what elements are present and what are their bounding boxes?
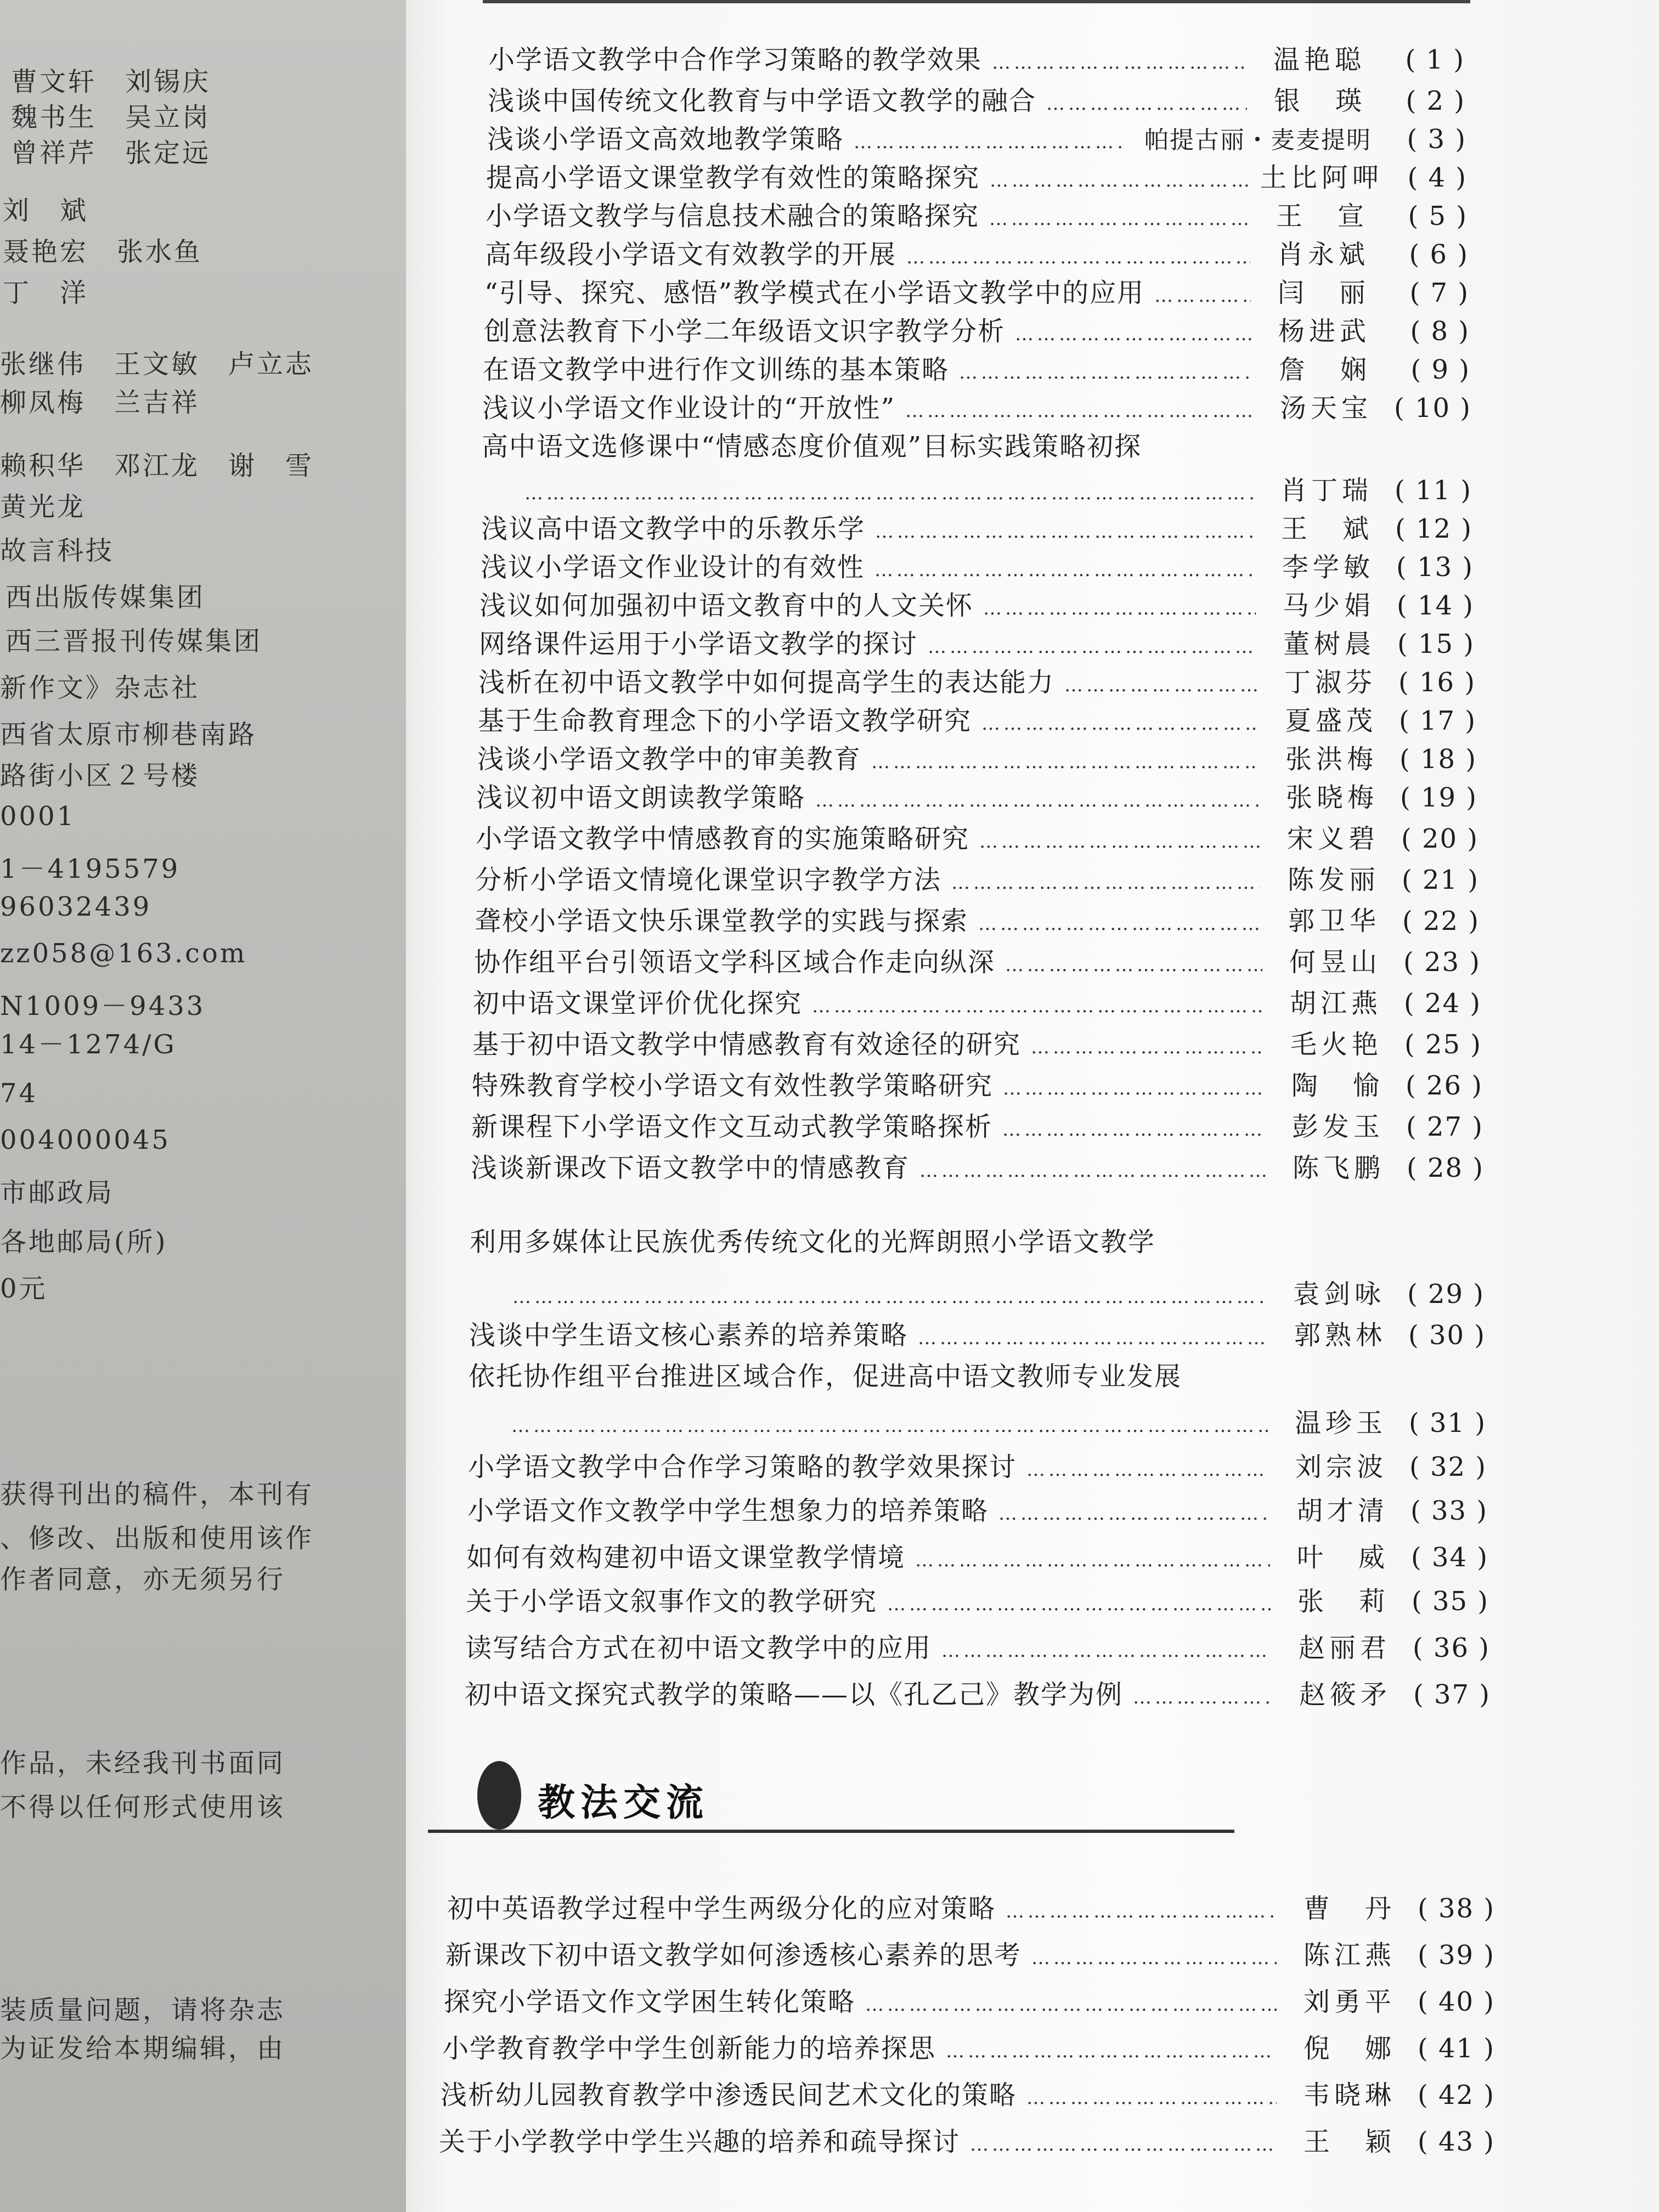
leader-dots bbox=[1031, 1036, 1263, 1058]
leader-dots bbox=[512, 1286, 1266, 1308]
leader-dots bbox=[865, 1994, 1277, 2016]
contents-entry bbox=[465, 1673, 1491, 1711]
contents-entry bbox=[471, 1105, 1483, 1143]
contents-entry bbox=[484, 272, 1469, 309]
masthead-line: 曹文轩 刘锡庆 bbox=[11, 66, 211, 97]
masthead-line: 刘 斌 bbox=[3, 195, 89, 226]
entry-title: 浅谈小学语文高效地教学策略 bbox=[487, 124, 844, 155]
contents-entry bbox=[442, 2027, 1495, 2065]
entry-author: 杨进武 bbox=[1278, 316, 1370, 347]
contents-entry bbox=[478, 699, 1476, 737]
entry-title: 初中英语教学过程中学生两级分化的应对策略 bbox=[447, 1893, 996, 1924]
entry-author: 刘勇平 bbox=[1303, 1987, 1396, 2017]
entry-page: ( 9 ) bbox=[1388, 354, 1470, 385]
contents-entry bbox=[447, 1887, 1495, 1925]
entry-title: 网络课件运用于小学语文教学的探讨 bbox=[479, 629, 918, 659]
entry-title: “引导、探究、感悟”教学模式在小学语文教学中的应用 bbox=[484, 278, 1145, 308]
contents-entry bbox=[481, 507, 1472, 545]
leader-dots bbox=[1026, 1459, 1268, 1481]
entry-title: 浅谈新课改下语文教学中的情感教育 bbox=[471, 1153, 910, 1183]
masthead-line: 004000045 bbox=[0, 1125, 171, 1155]
leader-dots bbox=[970, 2134, 1277, 2155]
contents-entry bbox=[479, 623, 1475, 661]
masthead-line: 柳凤梅 兰吉祥 bbox=[0, 387, 200, 418]
section-rule bbox=[428, 1830, 1234, 1833]
contents-entry bbox=[487, 118, 1466, 156]
contents-entry bbox=[467, 1489, 1488, 1527]
masthead-line: 黄光龙 bbox=[0, 492, 86, 522]
entry-title: 小学语文教学中合作学习策略的教学效果探讨 bbox=[468, 1452, 1017, 1482]
entry-title: 新课程下小学语文作文互动式教学策略探析 bbox=[471, 1111, 993, 1142]
contents-entry bbox=[466, 1580, 1489, 1618]
contents-entry bbox=[484, 310, 1470, 348]
masthead-line: 丁 洋 bbox=[3, 278, 89, 308]
entry-title: 关于小学教学中学生兴趣的培养和疏导探讨 bbox=[439, 2126, 961, 2157]
contents-entry bbox=[481, 546, 1474, 584]
entry-author: 王 斌 bbox=[1280, 514, 1373, 544]
entry-author: 韦晓琳 bbox=[1303, 2080, 1396, 2111]
leader-dots bbox=[992, 52, 1246, 74]
entry-page: ( 30 ) bbox=[1403, 1320, 1486, 1351]
leader-dots bbox=[990, 170, 1249, 191]
entry-title: 基于生命教育理念下的小学语文教学研究 bbox=[478, 706, 972, 736]
entry-page: ( 35 ) bbox=[1407, 1586, 1489, 1617]
entry-author: 闫 丽 bbox=[1277, 278, 1370, 308]
masthead-line: 路街小区２号楼 bbox=[0, 760, 200, 791]
entry-title: 关于小学语文叙事作文的教学研究 bbox=[466, 1586, 878, 1617]
contents-entry bbox=[486, 156, 1467, 194]
entry-title: 浅谈中学生语文核心素养的培养策略 bbox=[469, 1320, 909, 1351]
entry-page: ( 31 ) bbox=[1404, 1408, 1486, 1438]
entry-author: 郭卫华 bbox=[1288, 906, 1380, 936]
contents-entry bbox=[468, 1446, 1487, 1483]
entry-title: 高中语文选修课中“情感态度价值观”目标实践策略初探 bbox=[482, 431, 1142, 462]
entry-page: ( 22 ) bbox=[1397, 906, 1480, 936]
entry-author: 叶 威 bbox=[1296, 1542, 1389, 1573]
leader-dots bbox=[854, 131, 1122, 153]
entry-page: ( 1 ) bbox=[1383, 44, 1465, 75]
entry-title: 小学语文作文教学中学生想象力的培养策略 bbox=[467, 1496, 989, 1526]
leader-dots bbox=[524, 482, 1254, 504]
entry-title: 提高小学语文课堂教学有效性的策略探究 bbox=[486, 162, 980, 193]
masthead-line: 、修改、出版和使用该作 bbox=[0, 1523, 314, 1554]
entry-author: 温艳聪 bbox=[1273, 44, 1365, 75]
masthead-line: 新作文》杂志社 bbox=[0, 673, 200, 703]
leader-dots bbox=[983, 597, 1256, 619]
leader-dots bbox=[951, 872, 1261, 894]
entry-page: ( 27 ) bbox=[1401, 1111, 1483, 1142]
masthead-line: 0元 bbox=[0, 1273, 48, 1304]
leader-dots bbox=[815, 789, 1259, 811]
entry-page: ( 37 ) bbox=[1408, 1679, 1491, 1710]
masthead-page bbox=[0, 0, 406, 2212]
masthead-line: 西三晋报刊传媒集团 bbox=[5, 626, 263, 657]
entry-title: 小学语文教学中情感教育的实施策略研究 bbox=[476, 823, 970, 854]
entry-author: 毛火艳 bbox=[1290, 1029, 1383, 1060]
entry-title: 分析小学语文情境化课堂识字教学方法 bbox=[475, 865, 942, 895]
contents-entry bbox=[466, 1536, 1488, 1574]
leader-dots bbox=[887, 1593, 1271, 1615]
masthead-line: 故言科技 bbox=[0, 535, 115, 566]
contents-entry bbox=[472, 1064, 1483, 1102]
masthead-line: 曾祥芹 张定远 bbox=[11, 138, 211, 168]
entry-author: 王 宣 bbox=[1276, 201, 1368, 232]
leader-dots bbox=[874, 559, 1255, 581]
entry-page: ( 28 ) bbox=[1402, 1153, 1484, 1183]
entry-title: 浅议小学语文作业设计的“开放性” bbox=[482, 393, 896, 424]
entry-page: ( 3 ) bbox=[1384, 124, 1466, 155]
entry-author: 何昱山 bbox=[1289, 947, 1381, 978]
entry-page: ( 20 ) bbox=[1396, 823, 1479, 854]
contents-entry bbox=[471, 1147, 1484, 1184]
contents-entry bbox=[465, 1627, 1490, 1664]
contents-entry bbox=[483, 348, 1470, 386]
entry-page: ( 34 ) bbox=[1406, 1542, 1488, 1573]
entry-page: ( 39 ) bbox=[1413, 1940, 1495, 1971]
entry-page: ( 25 ) bbox=[1400, 1029, 1482, 1060]
masthead-line: 不得以任何形式使用该 bbox=[0, 1792, 286, 1822]
entry-page: ( 24 ) bbox=[1399, 988, 1481, 1019]
leader-dots bbox=[1046, 93, 1247, 115]
entry-page: ( 19 ) bbox=[1395, 782, 1477, 813]
entry-title: 基于初中语文教学中情感教育有效途径的研究 bbox=[472, 1029, 1022, 1060]
leader-dots bbox=[928, 636, 1256, 658]
entry-author: 王 颖 bbox=[1303, 2126, 1396, 2157]
leader-dots bbox=[1006, 1900, 1277, 1922]
contents-entry bbox=[478, 661, 1476, 699]
contents-entry bbox=[441, 2074, 1495, 2112]
leader-dots bbox=[906, 246, 1250, 268]
entry-page: ( 43 ) bbox=[1413, 2126, 1495, 2157]
entry-page: ( 18 ) bbox=[1395, 744, 1477, 775]
masthead-line: 作品，未经我刊书面同 bbox=[0, 1748, 286, 1779]
entry-title: 浅析在初中语文教学中如何提高学生的表达能力 bbox=[478, 667, 1055, 698]
masthead-line: 张继伟 王文敏 卢立志 bbox=[0, 349, 314, 380]
contents-entry bbox=[472, 1023, 1482, 1061]
contents-entry bbox=[501, 1402, 1486, 1440]
entry-title: 小学语文教学中合作学习策略的教学效果 bbox=[488, 44, 983, 75]
entry-title: 新课改下初中语文教学如何渗透核心素养的思考 bbox=[445, 1940, 1022, 1971]
entry-title: 浅议高中语文教学中的乐教乐学 bbox=[481, 514, 866, 544]
masthead-line: 74 bbox=[0, 1078, 38, 1109]
entry-page: ( 2 ) bbox=[1383, 86, 1465, 116]
contents-entry bbox=[476, 817, 1479, 855]
entry-page: ( 13 ) bbox=[1391, 552, 1474, 583]
entry-title: 探究小学语文作文学困生转化策略 bbox=[444, 1987, 856, 2017]
contents-entry bbox=[477, 738, 1477, 776]
contents-entry bbox=[445, 1934, 1495, 1972]
entry-author: 张晓梅 bbox=[1285, 782, 1378, 813]
masthead-line: N1009－9433 bbox=[0, 991, 206, 1022]
entry-author: 胡江燕 bbox=[1289, 988, 1382, 1019]
entry-title: 浅议小学语文作业设计的有效性 bbox=[481, 552, 865, 583]
entry-author: 赵丽君 bbox=[1298, 1633, 1391, 1663]
entry-author: 陈飞鹏 bbox=[1292, 1153, 1385, 1183]
entry-page: ( 21 ) bbox=[1397, 865, 1479, 895]
entry-author: 陈发丽 bbox=[1287, 865, 1380, 895]
entry-title: 在语文教学中进行作文训练的基本策略 bbox=[483, 354, 950, 385]
masthead-line: 装质量问题，请将杂志 bbox=[0, 1995, 286, 2025]
contents-entry bbox=[503, 1273, 1485, 1311]
entry-title: 如何有效构建初中语文课堂教学情境 bbox=[466, 1542, 906, 1573]
contents-entry bbox=[469, 1314, 1486, 1352]
masthead-line: 西出版传媒集团 bbox=[5, 582, 206, 613]
leader-dots bbox=[1005, 954, 1262, 976]
entry-author: 马少娟 bbox=[1282, 590, 1375, 621]
masthead-line: 1－4195579 bbox=[0, 854, 180, 884]
entry-page: ( 40 ) bbox=[1413, 1987, 1495, 2017]
entry-author: 詹 娴 bbox=[1278, 354, 1371, 385]
entry-page: ( 41 ) bbox=[1413, 2033, 1495, 2064]
contents-entry bbox=[439, 2120, 1495, 2158]
entry-title: 浅谈小学语文教学中的审美教育 bbox=[477, 744, 862, 775]
masthead-line: zz058@163.com bbox=[0, 938, 247, 969]
entry-author: 温珍玉 bbox=[1294, 1408, 1387, 1438]
entry-page: ( 10 ) bbox=[1389, 393, 1471, 424]
leader-dots bbox=[1031, 1947, 1277, 1969]
masthead-line: 魏书生 吴立岗 bbox=[11, 102, 211, 133]
contents-entry bbox=[485, 233, 1469, 271]
entry-author: 宋义碧 bbox=[1286, 823, 1379, 854]
entry-page: ( 32 ) bbox=[1404, 1452, 1487, 1482]
entry-author: 郭熟林 bbox=[1294, 1320, 1386, 1351]
entry-page: ( 17 ) bbox=[1394, 706, 1476, 736]
entry-title: 浅议初中语文朗读教学策略 bbox=[476, 782, 806, 813]
leader-dots bbox=[1003, 1077, 1265, 1099]
entry-author: 夏盛茂 bbox=[1284, 706, 1377, 736]
entry-author: 赵筱矛 bbox=[1299, 1679, 1391, 1710]
contents-entry bbox=[475, 900, 1480, 938]
entry-title: 创意法教育下小学二年级语文识字教学分析 bbox=[484, 316, 1006, 347]
entry-page: ( 5 ) bbox=[1385, 201, 1468, 232]
section-title: 教法交流 bbox=[538, 1781, 709, 1825]
contents-entry bbox=[475, 859, 1479, 896]
leader-dots bbox=[946, 2040, 1277, 2062]
entry-author: 董树晨 bbox=[1283, 629, 1375, 659]
leader-dots bbox=[989, 208, 1249, 230]
entry-author: 肖永斌 bbox=[1277, 239, 1369, 270]
entry-page: ( 11 ) bbox=[1390, 475, 1472, 506]
entry-title: 利用多媒体让民族优秀传统文化的光辉朗照小学语文教学 bbox=[470, 1227, 1156, 1257]
entry-page: ( 33 ) bbox=[1406, 1496, 1488, 1526]
entry-author: 李学敏 bbox=[1282, 552, 1374, 583]
entry-title: 协作组平台引领语文学科区域合作走向纵深 bbox=[474, 947, 996, 978]
entry-author: 袁剑咏 bbox=[1293, 1279, 1385, 1310]
entry-title: 初中语文课堂评价优化探究 bbox=[473, 988, 803, 1019]
entry-author: 张洪梅 bbox=[1285, 744, 1378, 775]
entry-title: 小学教育教学中学生创新能力的培养探思 bbox=[442, 2033, 936, 2064]
masthead-line: 作者同意，亦无须另行 bbox=[0, 1564, 286, 1595]
leader-dots bbox=[919, 1160, 1266, 1182]
contents-entry bbox=[488, 80, 1465, 117]
entry-title: 浅析幼儿园教育教学中渗透民间艺术文化的策略 bbox=[441, 2080, 1017, 2111]
leader-dots bbox=[981, 713, 1258, 735]
contents-entry bbox=[479, 584, 1474, 622]
entry-author: 汤天宝 bbox=[1279, 393, 1372, 424]
contents-entry bbox=[473, 982, 1481, 1020]
entry-page: ( 29 ) bbox=[1402, 1279, 1485, 1310]
masthead-line: 市邮政局 bbox=[0, 1177, 115, 1208]
contents-entry bbox=[444, 1980, 1495, 2018]
masthead-line: 14－1274/G bbox=[0, 1029, 177, 1060]
entry-title: 小学语文教学与信息技术融合的策略探究 bbox=[486, 201, 980, 232]
entry-page: ( 6 ) bbox=[1386, 239, 1469, 270]
entry-author: 刘宗波 bbox=[1295, 1452, 1387, 1482]
entry-title: 浅议如何加强初中语文教育中的人文关怀 bbox=[479, 590, 974, 621]
leader-dots bbox=[875, 521, 1254, 543]
entry-page: ( 12 ) bbox=[1390, 514, 1472, 544]
entry-author: 张 莉 bbox=[1297, 1586, 1390, 1617]
entry-title: 读写结合方式在初中语文教学中的应用 bbox=[465, 1633, 932, 1663]
entry-title: 浅谈中国传统文化教育与中学语文教学的融合 bbox=[488, 86, 1037, 116]
entry-page: ( 26 ) bbox=[1401, 1070, 1483, 1101]
entry-page: ( 36 ) bbox=[1408, 1633, 1490, 1663]
leader-dots bbox=[915, 1549, 1270, 1571]
leader-dots bbox=[1026, 2087, 1277, 2109]
entry-author: 丁淑芬 bbox=[1284, 667, 1376, 698]
leader-dots bbox=[941, 1640, 1272, 1662]
masthead-line: 为证发给本期编辑，由 bbox=[0, 2033, 286, 2064]
entry-page: ( 8 ) bbox=[1387, 316, 1470, 347]
leader-dots bbox=[978, 913, 1261, 935]
leader-dots bbox=[1002, 1119, 1265, 1141]
top-rule bbox=[483, 0, 1470, 3]
masthead-line: 西省太原市柳巷南路 bbox=[0, 719, 257, 750]
entry-author: 曹 丹 bbox=[1303, 1893, 1396, 1924]
entry-page: ( 16 ) bbox=[1393, 667, 1476, 698]
masthead-line: 获得刊出的稿件，本刊有 bbox=[0, 1479, 314, 1510]
entry-author: 土比阿呷 bbox=[1260, 162, 1383, 193]
masthead-line: 96032439 bbox=[0, 891, 152, 922]
contents-entry bbox=[486, 195, 1468, 233]
entry-author: 胡才清 bbox=[1296, 1496, 1389, 1526]
leader-dots bbox=[1064, 674, 1257, 696]
entry-author: 陈江燕 bbox=[1303, 1940, 1396, 1971]
leader-dots bbox=[918, 1327, 1267, 1349]
entry-author: 陶 愉 bbox=[1291, 1070, 1384, 1101]
leader-dots bbox=[511, 1415, 1268, 1437]
leader-dots bbox=[1133, 1686, 1272, 1708]
leader-dots bbox=[1154, 285, 1251, 307]
leader-dots bbox=[905, 400, 1253, 422]
contents-entry bbox=[476, 776, 1477, 814]
entry-page: ( 23 ) bbox=[1398, 947, 1481, 978]
entry-page: ( 14 ) bbox=[1392, 590, 1474, 621]
contents-page bbox=[406, 0, 1659, 2212]
leader-dots bbox=[959, 362, 1252, 383]
entry-page: ( 38 ) bbox=[1413, 1893, 1495, 1924]
entry-author: 倪 娜 bbox=[1303, 2033, 1396, 2064]
leader-dots bbox=[979, 831, 1260, 853]
entry-title: 初中语文探究式教学的策略——以《孔乙己》教学为例 bbox=[465, 1679, 1124, 1710]
entry-page: ( 7 ) bbox=[1387, 278, 1469, 308]
masthead-line: 赖积华 邓江龙 谢 雪 bbox=[0, 450, 314, 481]
section-marker-icon bbox=[477, 1761, 521, 1830]
masthead-line: 0001 bbox=[0, 801, 76, 832]
contents-entry bbox=[488, 38, 1465, 76]
entry-page: ( 15 ) bbox=[1392, 629, 1475, 659]
contents-entry bbox=[515, 469, 1472, 507]
leader-dots bbox=[998, 1503, 1269, 1525]
entry-author: 帕提古丽・麦麦提明 bbox=[1144, 126, 1372, 154]
entry-author: 肖丁瑞 bbox=[1280, 475, 1373, 506]
entry-title: 特殊教育学校小学语文有效性教学策略研究 bbox=[472, 1070, 994, 1101]
entry-title: 依托协作组平台推进区域合作，促进高中语文教师专业发展 bbox=[469, 1361, 1182, 1392]
entry-author: 银 瑛 bbox=[1273, 86, 1366, 116]
entry-page: ( 42 ) bbox=[1413, 2080, 1495, 2111]
contents-entry bbox=[474, 941, 1481, 979]
leader-dots bbox=[871, 751, 1259, 773]
contents-entry bbox=[482, 387, 1471, 425]
leader-dots bbox=[812, 995, 1263, 1017]
masthead-line: 各地邮局(所) bbox=[0, 1227, 168, 1257]
entry-author: 彭发玉 bbox=[1291, 1111, 1384, 1142]
entry-page: ( 4 ) bbox=[1385, 162, 1467, 193]
leader-dots bbox=[1015, 323, 1251, 345]
entry-title: 高年级段小学语文有效教学的开展 bbox=[485, 239, 897, 270]
masthead-line: 聂艳宏 张水鱼 bbox=[3, 236, 203, 267]
entry-title: 聋校小学语文快乐课堂教学的实践与探索 bbox=[475, 906, 969, 936]
